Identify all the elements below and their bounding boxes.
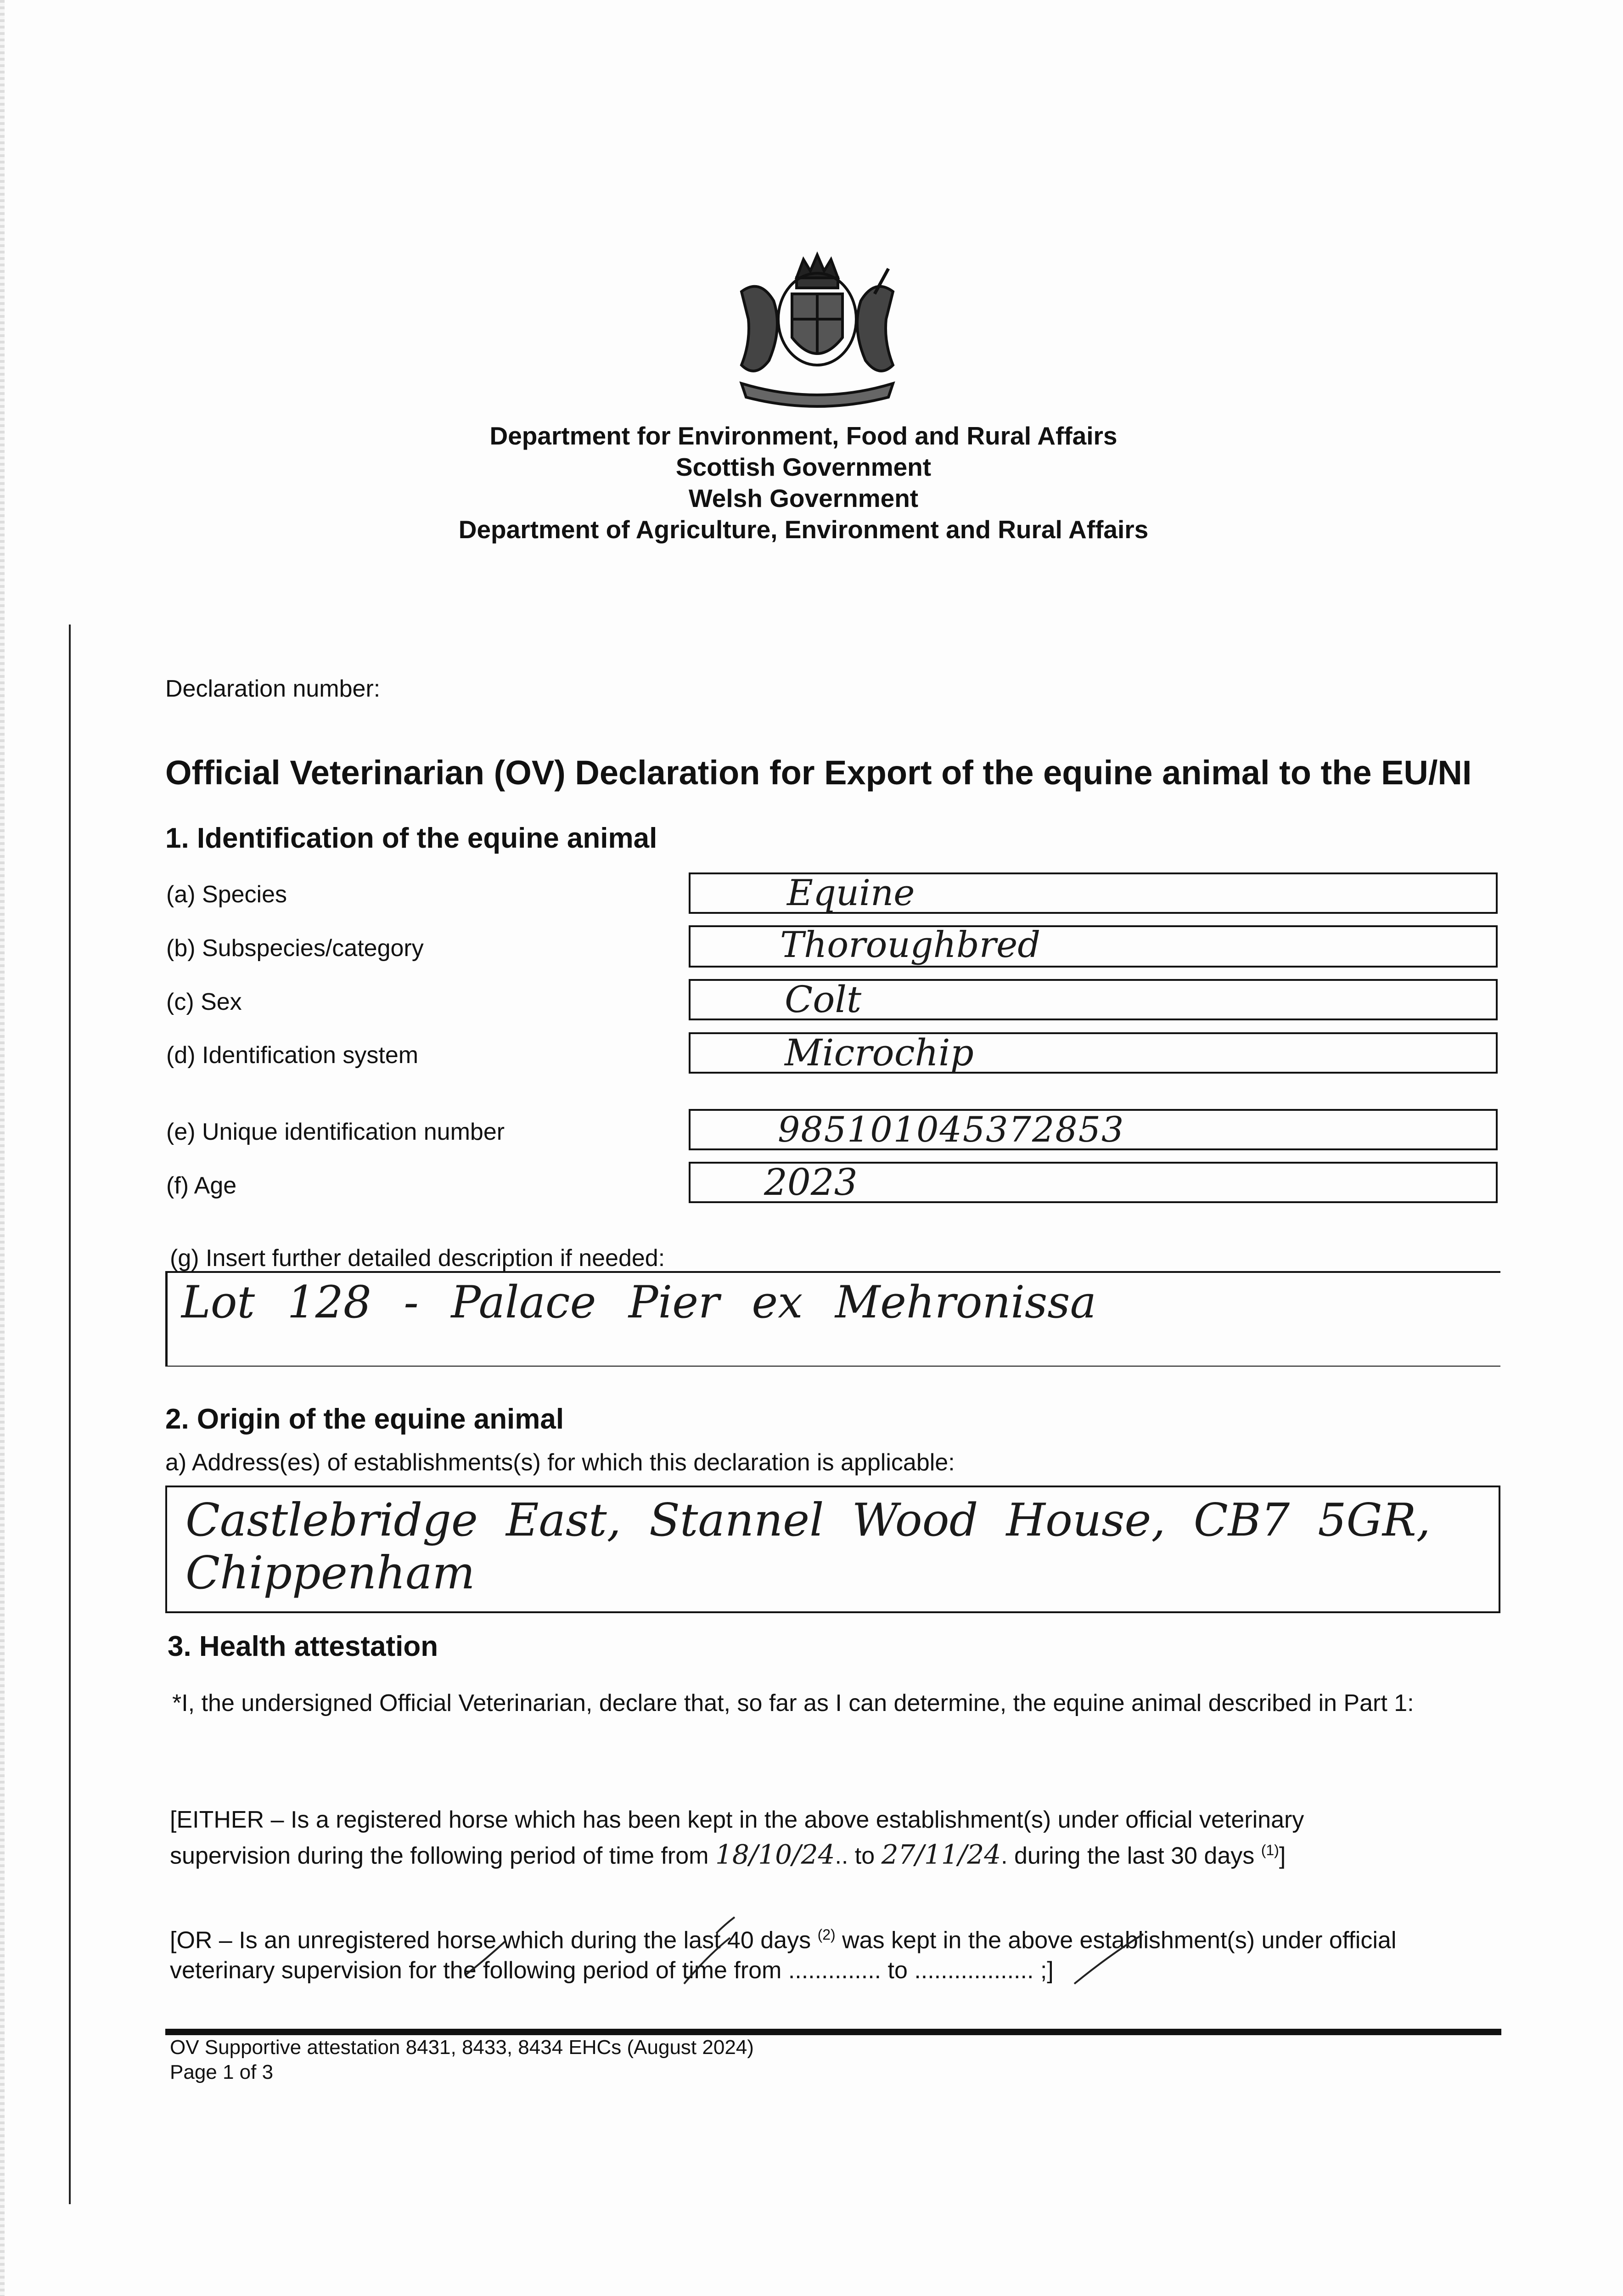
department-line: Scottish Government [675,453,932,481]
either-close-bracket: ] [1279,1842,1286,1869]
identification-system-value: Microchip [785,1031,974,1074]
establishment-address-label: a) Address(es) of establishments(s) for which this declaration is applicable: [165,1449,955,1476]
or-line-1-end: was kept in the above establishment(s) under official [842,1927,1397,1954]
species-value: Equine [787,872,915,914]
page-footer [170,2035,754,2085]
footer-rule [165,2029,1501,2035]
section-3-heading: 3. Health attestation [168,1631,438,1662]
declaration-number-label: Declaration number: [165,675,381,702]
department-line: Welsh Government [688,484,919,512]
health-attestation-intro: *I, the undersigned Official Veterinarian, declare that, so far as I can determine, the equine animal described in Part 1: [172,1690,1414,1716]
issuing-departments [413,420,1194,545]
further-description-label: (g) Insert further detailed description if needed: [170,1245,665,1272]
subspecies-label: (b) Subspecies/category [166,935,424,962]
either-clause-line-2: supervision during the following period of time from 18/10/24.. to 27/11/24. during the last 30 days $^{(1)}$] [170,1839,1286,1870]
department-line: Department of Agriculture, Environment and Rural Affairs [458,515,1149,544]
age-value: 2023 [764,1161,858,1204]
identification-system-label: (d) Identification system [166,1042,419,1069]
or-line-1-start: [OR – Is an unregistered horse which during the last 40 days [170,1927,811,1954]
or-clause-strike-marks [459,1906,1148,1998]
page-number: Page 1 of 3 [170,2061,274,2083]
or-clause-line-2: veterinary supervision for the following period of time from .............. to .................. ;] [170,1957,1054,1984]
section-2-heading: 2. Origin of the equine animal [165,1403,564,1435]
section-1-heading: 1. Identification of the equine animal [165,822,657,854]
unique-id-label: (e) Unique identification number [166,1119,505,1145]
subspecies-field[interactable] [689,925,1498,968]
scan-margin-line [69,625,71,2204]
identification-system-field[interactable] [689,1032,1498,1074]
species-label: (a) Species [166,881,287,908]
sex-label: (c) Sex [166,989,242,1015]
sex-field[interactable] [689,979,1498,1020]
species-field[interactable] [689,872,1498,914]
address-line-2: Chippenham [185,1547,475,1599]
footer-attestation-ref: OV Supportive attestation 8431, 8433, 8434 EHCs (August 2024) [170,2036,754,2059]
either-to-word: to [854,1842,875,1869]
establishment-address-field[interactable] [165,1486,1500,1613]
unique-id-field[interactable] [689,1109,1498,1150]
royal-coat-of-arms-emblem [723,250,911,409]
either-suffix: during the last 30 days [1014,1842,1255,1869]
address-line-1: Castlebridge East, Stannel Wood House, CB7 5GR, [185,1494,1431,1547]
page-title: Official Veterinarian (OV) Declaration for Export of the equine animal to the EU/NI [165,754,1472,792]
either-footnote-ref: (1) [1261,1842,1279,1858]
either-clause-line-1: [EITHER – Is a registered horse which has been kept in the above establishment(s) under official veterinary [170,1806,1304,1833]
either-prefix: supervision during the following period of time from [170,1842,709,1869]
age-label: (f) Age [166,1172,237,1199]
further-description-field[interactable] [165,1271,1500,1367]
either-clause [170,1805,1501,1871]
or-footnote-ref: (2) [817,1926,836,1943]
subspecies-value: Thoroughbred [780,924,1041,966]
unique-id-value: 985101045372853 [778,1109,1125,1150]
further-description-value: Lot 128 - Palace Pier ex Mehronissa [181,1277,1096,1328]
age-field[interactable] [689,1162,1498,1203]
either-to-date[interactable]: 27/11/24 [881,1839,1001,1870]
sex-value: Colt [785,978,862,1021]
department-line: Department for Environment, Food and Rural Affairs [489,422,1118,450]
either-from-date[interactable]: 18/10/24 [715,1839,835,1870]
scan-edge [0,0,5,2296]
